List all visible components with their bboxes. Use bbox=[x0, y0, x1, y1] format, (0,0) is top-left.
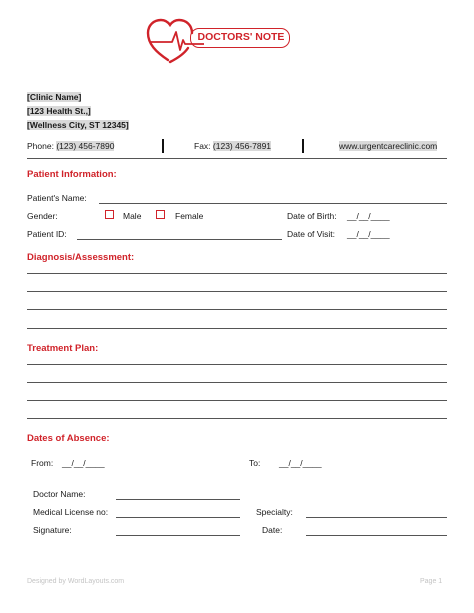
logo bbox=[146, 18, 296, 66]
divider bbox=[302, 139, 304, 153]
footer-credit: Designed by WordLayouts.com bbox=[27, 578, 125, 585]
visit-field[interactable]: __/__/____ bbox=[347, 229, 390, 239]
fax-label: Fax: bbox=[194, 141, 211, 151]
clinic-name: [Clinic Name] bbox=[27, 92, 82, 102]
diagnosis-line[interactable] bbox=[27, 309, 447, 310]
website: www.urgentcareclinic.com bbox=[339, 141, 438, 151]
treatment-line[interactable] bbox=[27, 364, 447, 365]
diagnosis-line[interactable] bbox=[27, 291, 447, 292]
female-label: Female bbox=[175, 211, 204, 221]
phone-value: (123) 456-7890 bbox=[56, 141, 115, 151]
dob-field[interactable]: __/__/____ bbox=[347, 211, 390, 221]
gender-label: Gender: bbox=[27, 211, 58, 221]
doctor-name-label: Doctor Name: bbox=[33, 489, 86, 499]
patient-name-label: Patient's Name: bbox=[27, 193, 87, 203]
visit-label: Date of Visit: bbox=[287, 229, 336, 239]
male-label: Male bbox=[123, 211, 142, 221]
date-label: Date: bbox=[262, 525, 283, 535]
section-title-patient: Patient Information: bbox=[27, 169, 117, 180]
logo-title: DOCTORS' NOTE bbox=[197, 31, 285, 43]
to-field[interactable]: __/__/____ bbox=[279, 458, 322, 468]
clinic-street: [123 Health St.,] bbox=[27, 106, 91, 116]
treatment-line[interactable] bbox=[27, 400, 447, 401]
specialty-label: Specialty: bbox=[256, 507, 293, 517]
section-title-treatment: Treatment Plan: bbox=[27, 343, 99, 354]
license-field[interactable] bbox=[116, 517, 240, 518]
doctor-name-field[interactable] bbox=[116, 499, 240, 500]
dob-label: Date of Birth: bbox=[287, 211, 337, 221]
diagnosis-line[interactable] bbox=[27, 273, 447, 274]
from-label: From: bbox=[31, 458, 54, 468]
clinic-info bbox=[27, 90, 129, 132]
patient-name-field[interactable] bbox=[99, 203, 447, 204]
treatment-line[interactable] bbox=[27, 382, 447, 383]
section-title-absence: Dates of Absence: bbox=[27, 433, 110, 444]
clinic-city: [Wellness City, ST 12345] bbox=[27, 120, 129, 130]
phone bbox=[27, 141, 114, 151]
from-field[interactable]: __/__/____ bbox=[62, 458, 105, 468]
page-number: Page 1 bbox=[420, 578, 443, 585]
signature-field[interactable] bbox=[116, 535, 240, 536]
female-checkbox[interactable] bbox=[156, 210, 165, 219]
fax-value: (123) 456-7891 bbox=[212, 141, 272, 151]
divider bbox=[162, 139, 164, 153]
header-rule bbox=[27, 158, 447, 159]
male-checkbox[interactable] bbox=[105, 210, 114, 219]
diagnosis-line[interactable] bbox=[27, 328, 447, 329]
patient-id-label: Patient ID: bbox=[27, 229, 67, 239]
patient-id-field[interactable] bbox=[77, 239, 282, 240]
to-label: To: bbox=[249, 458, 261, 468]
phone-label: Phone: bbox=[27, 141, 54, 151]
treatment-line[interactable] bbox=[27, 418, 447, 419]
section-title-diagnosis: Diagnosis/Assessment: bbox=[27, 252, 135, 263]
signature-label: Signature: bbox=[33, 525, 72, 535]
fax bbox=[194, 141, 271, 151]
license-label: Medical License no: bbox=[33, 507, 109, 517]
date-field[interactable] bbox=[306, 535, 447, 536]
specialty-field[interactable] bbox=[306, 517, 447, 518]
